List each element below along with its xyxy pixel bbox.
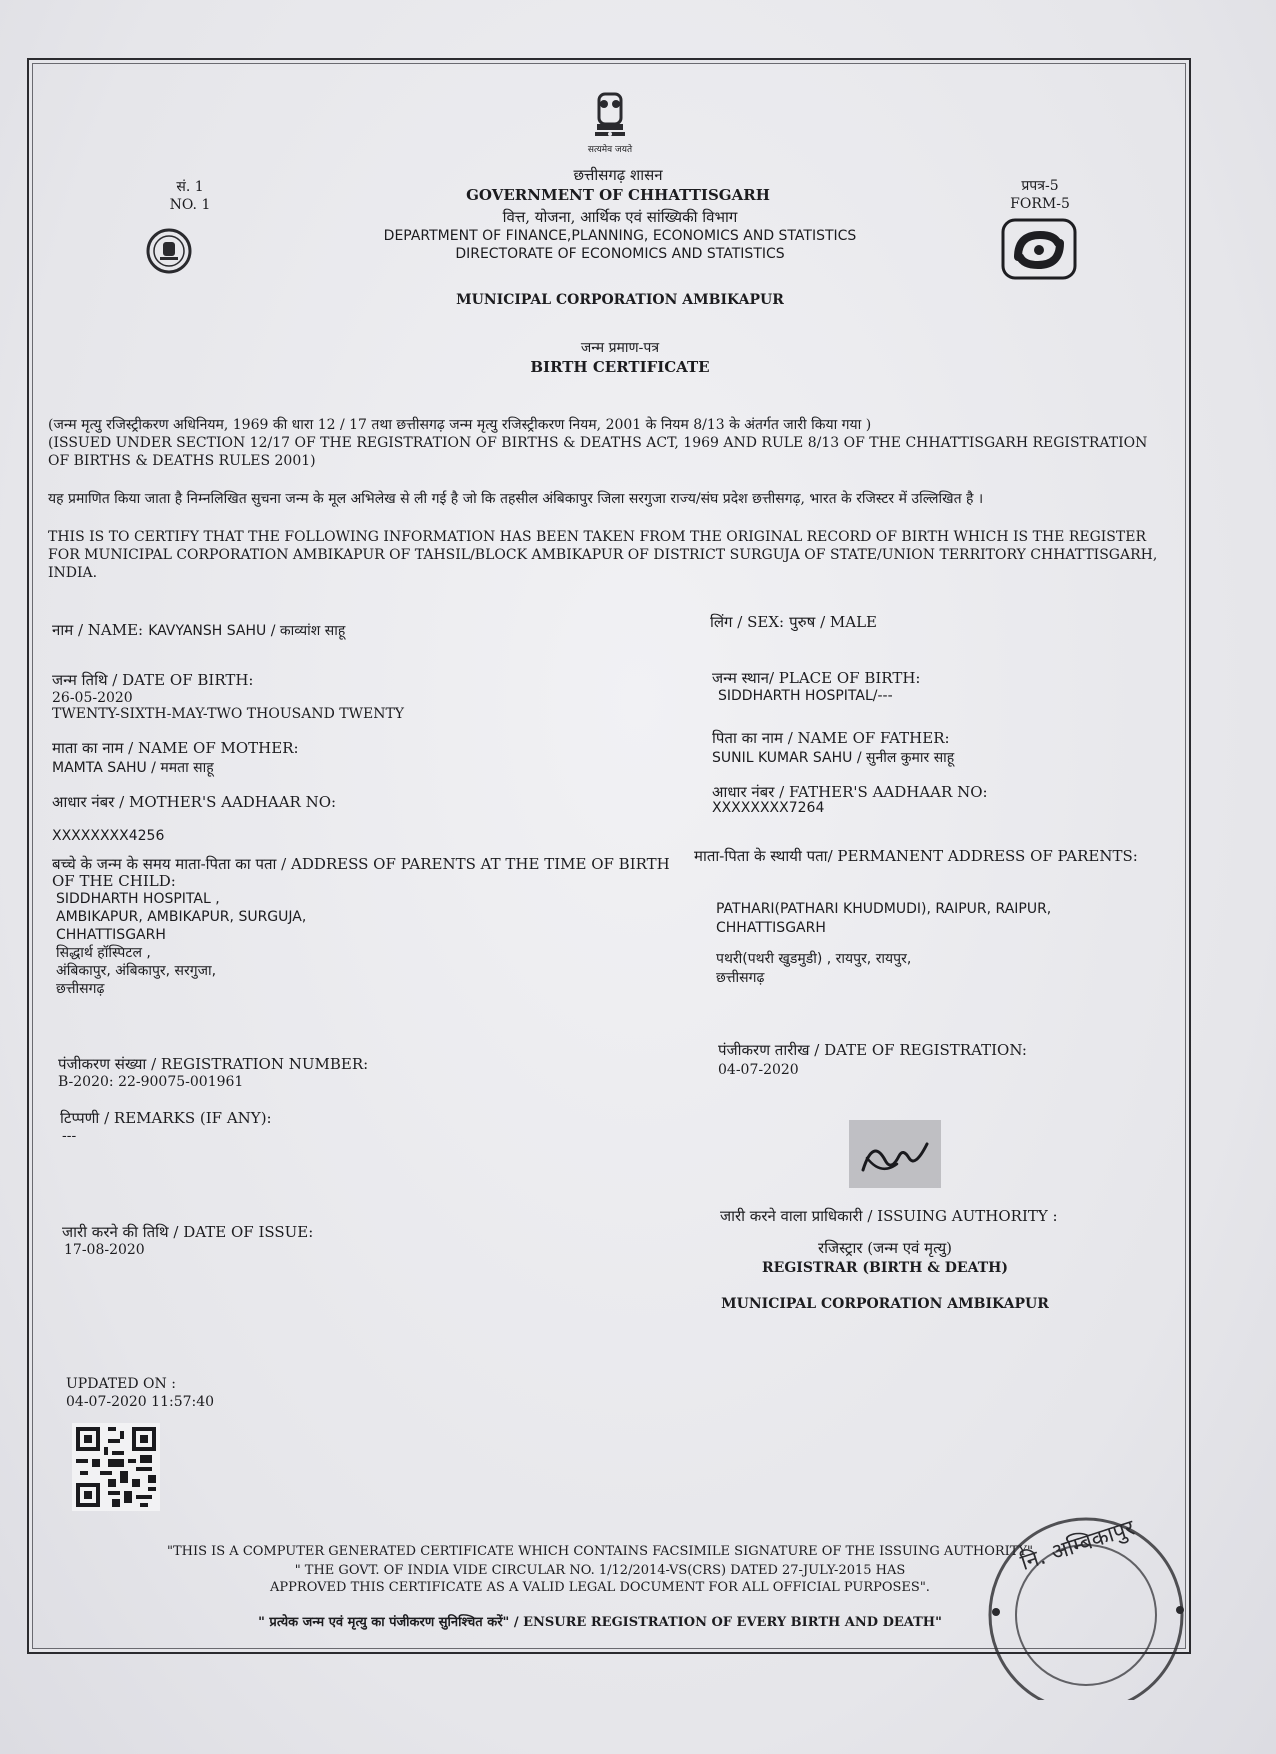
certificate-title-hindi: जन्म प्रमाण-पत्र <box>580 340 660 356</box>
sex-row <box>710 612 877 632</box>
child-name-value: KAVYANSH SAHU / काव्यांश साहू <box>148 623 346 639</box>
registration-date-value: 04-07-2020 <box>718 1062 799 1078</box>
mother-name-label: माता का नाम / NAME OF MOTHER: <box>52 739 299 757</box>
address-line: अंबिकापुर, अंबिकापुर, सरगुजा, <box>56 963 217 979</box>
form-number-hindi: प्रपत्र-5 <box>1021 178 1059 194</box>
sex-label: लिंग / SEX: <box>710 613 785 631</box>
registration-number-value: B-2020: 22-90075-001961 <box>58 1074 244 1090</box>
registration-number-label: पंजीकरण संख्या / REGISTRATION NUMBER: <box>58 1055 369 1073</box>
permanent-address-label: माता-पिता के स्थायी पता/ PERMANENT ADDRESS OF PARENTS: <box>694 847 1138 865</box>
address-line: CHHATTISGARH <box>716 920 826 936</box>
address-line: छत्तीसगढ़ <box>56 981 105 997</box>
father-name-label: पिता का नाम / NAME OF FATHER: <box>712 729 950 747</box>
footer-computer-generated: "THIS IS A COMPUTER GENERATED CERTIFICATE WHICH CONTAINS FACSIMILE SIGNATURE OF THE ISSUING AUTHORITY" <box>166 1544 1034 1559</box>
sex-value: पुरुष / MALE <box>789 613 878 631</box>
issuing-corporation: MUNICIPAL CORPORATION AMBIKAPUR <box>456 292 784 308</box>
address-line: सिद्धार्थ हॉस्पिटल , <box>56 945 151 961</box>
dob-in-words: TWENTY-SIXTH-MAY-TWO THOUSAND TWENTY <box>52 706 405 722</box>
mother-aadhaar-value: XXXXXXXX4256 <box>52 828 165 844</box>
national-emblem-icon <box>585 90 635 148</box>
dob-value: 26-05-2020 <box>52 690 133 706</box>
father-aadhaar-value: XXXXXXXX7264 <box>712 800 825 816</box>
registrar-title-hindi: रजिस्ट्रार (जन्म एवं मृत्यु) <box>817 1239 953 1257</box>
state-seal-icon <box>146 228 192 274</box>
address-line: AMBIKAPUR, AMBIKAPUR, SURGUJA, <box>56 909 307 925</box>
child-name-row <box>52 620 345 640</box>
address-line: PATHARI(PATHARI KHUDMUDI), RAIPUR, RAIPUR, <box>716 901 1052 917</box>
serial-number-hindi: सं. 1 <box>176 179 204 195</box>
father-name-value: SUNIL KUMAR SAHU / सुनील कुमार साहू <box>712 750 955 766</box>
emblem-motto: सत्यमेव जयते <box>587 145 633 155</box>
place-of-birth-label: जन्म स्थान/ PLACE OF BIRTH: <box>712 669 921 687</box>
serial-number: NO. 1 <box>169 197 211 213</box>
address-line: SIDDHARTH HOSPITAL , <box>56 891 220 907</box>
father-aadhaar-label: आधार नंबर / FATHER'S AADHAAR NO: <box>712 783 988 801</box>
certification-statement-hindi: यह प्रमाणित किया जाता है निम्नलिखित सुचना जन्म के मूल अभिलेख से ली गई है जो कि तहसील अंबिकापुर जिला सरगुजा राज्य/संघ प्रदेश छत्तीसगढ़, भारत के रजिस्टर में उल्लिखित है । <box>48 491 984 507</box>
issuing-authority-corporation: MUNICIPAL CORPORATION AMBIKAPUR <box>721 1296 1049 1312</box>
registrar-title: REGISTRAR (BIRTH & DEATH) <box>762 1260 1008 1276</box>
registration-date-label: पंजीकरण तारीख / DATE OF REGISTRATION: <box>718 1041 1027 1059</box>
certification-statement: THIS IS TO CERTIFY THAT THE FOLLOWING INFORMATION HAS BEEN TAKEN FROM THE ORIGINAL RECORD OF BIRTH WHICH IS THE REGISTER FOR MUNICIPAL CORPORATION AMBIKAPUR OF TAHSIL/BLOCK AMBIKAPUR OF DISTRICT SURGUJA OF STATE/UNION TERRITORY CHHATTISGARH, INDIA. <box>48 529 1158 581</box>
remarks-value: --- <box>62 1128 77 1144</box>
registrar-signature <box>847 1118 943 1190</box>
act-reference-hindi: (जन्म मृत्यु रजिस्ट्रीकरण अधिनियम, 1969 की धारा 12 / 17 तथा छत्तीसगढ़ जन्म मृत्यु रजिस्ट्रीकरण नियम, 2001 के नियम 8/13 के अंतर्गत जारी किया गया ) <box>48 417 872 433</box>
qr-code-icon <box>72 1423 160 1511</box>
place-of-birth-value: SIDDHARTH HOSPITAL/--- <box>718 688 893 704</box>
stamp-text: नि. अम्बिकापुर <box>1017 1515 1138 1576</box>
address-line: छत्तीसगढ़ <box>716 970 765 986</box>
child-name-label: नाम / NAME: <box>52 621 144 639</box>
dob-label: जन्म तिथि / DATE OF BIRTH: <box>52 671 254 689</box>
act-reference: (ISSUED UNDER SECTION 12/17 OF THE REGISTRATION OF BIRTHS & DEATHS ACT, 1969 AND RULE 8/13 OF THE CHHATTISGARH REGISTRATION OF BIRTHS & DEATHS RULES 2001) <box>48 435 1148 469</box>
govt-name: GOVERNMENT OF CHHATTISGARH <box>466 186 770 204</box>
birth-address-label: बच्चे के जन्म के समय माता-पिता का पता / ADDRESS OF PARENTS AT THE TIME OF BIRTH <box>52 855 670 873</box>
footer-circular: " THE GOVT. OF INDIA VIDE CIRCULAR NO. 1/12/2014-VS(CRS) DATED 27-JULY-2015 HAS <box>294 1563 906 1578</box>
issue-date-value: 17-08-2020 <box>64 1242 145 1258</box>
mother-name-value: MAMTA SAHU / ममता साहू <box>52 760 214 776</box>
department-hindi: वित्त, योजना, आर्थिक एवं सांख्यिकी विभाग <box>502 208 738 226</box>
permanent-address-block <box>716 900 1051 988</box>
footer-ensure-registration: " प्रत्येक जन्म एवं मृत्यु का पंजीकरण सुनिश्चित करें" / ENSURE REGISTRATION OF EVERY BIRTH AND DEATH" <box>258 1615 942 1630</box>
directorate-name: DIRECTORATE OF ECONOMICS AND STATISTICS <box>455 246 785 262</box>
govt-name-hindi: छत्तीसगढ़ शासन <box>573 166 663 184</box>
updated-on-value: 04-07-2020 11:57:40 <box>66 1394 215 1410</box>
address-line: CHHATTISGARH <box>56 927 166 943</box>
updated-on-label: UPDATED ON : <box>66 1376 176 1392</box>
department-name: DEPARTMENT OF FINANCE,PLANNING, ECONOMICS AND STATISTICS <box>383 228 857 244</box>
footer-approval: APPROVED THIS CERTIFICATE AS A VALID LEGAL DOCUMENT FOR ALL OFFICIAL PURPOSES". <box>270 1580 930 1595</box>
birth-address-label-cont: OF THE CHILD: <box>52 872 176 890</box>
address-line: पथरी(पथरी खुडमुडी) , रायपुर, रायपुर, <box>716 951 912 967</box>
issue-date-label: जारी करने की तिथि / DATE OF ISSUE: <box>62 1223 314 1241</box>
mother-aadhaar-label: आधार नंबर / MOTHER'S AADHAAR NO: <box>52 793 337 811</box>
certificate-title: BIRTH CERTIFICATE <box>530 358 710 376</box>
issuing-authority-label: जारी करने वाला प्राधिकारी / ISSUING AUTHORITY : <box>720 1207 1058 1225</box>
municipal-stamp <box>966 1510 1188 1700</box>
birth-address-block <box>56 890 306 998</box>
form-number: FORM-5 <box>1010 196 1070 212</box>
remarks-label: टिप्पणी / REMARKS (IF ANY): <box>60 1109 272 1127</box>
crs-logo-icon <box>1000 217 1078 281</box>
